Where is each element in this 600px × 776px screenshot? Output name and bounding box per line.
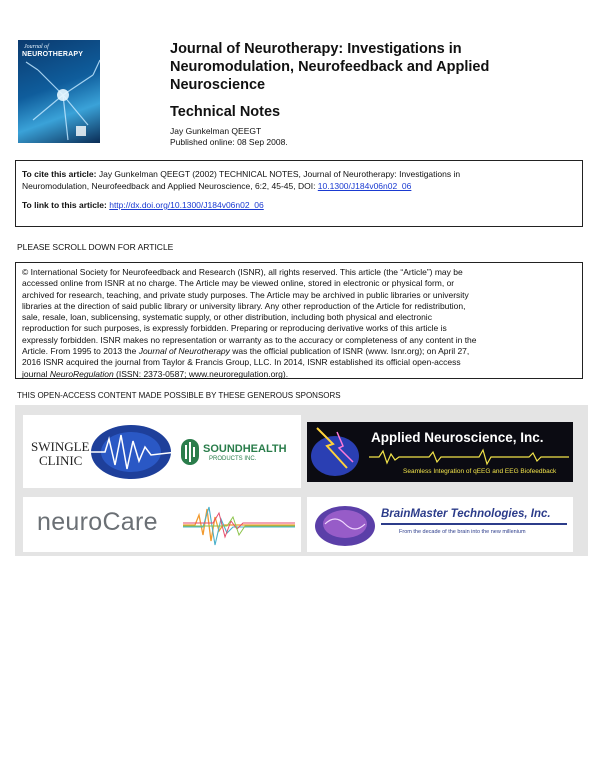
article-url-link[interactable]: http://dx.doi.org/10.1300/J184v06n02_06 <box>109 200 264 210</box>
cite-text: Neuromodulation, Neurofeedback and Applied Neuroscience, 6:2, 45-45, DOI: <box>22 180 318 191</box>
applied-title: Applied Neuroscience, Inc. <box>371 430 544 445</box>
copyright-line: accessed online from ISNR at no charge. The Article may be viewed online, stored in electronic or physical form, or <box>22 278 455 289</box>
copyright-line: sale, resale, loan, sublicensing, systematic supply, or other distribution, including both physical and electronic <box>22 312 432 323</box>
sponsors-heading: THIS OPEN-ACCESS CONTENT MADE POSSIBLE BY THESE GENEROUS SPONSORS <box>17 391 341 400</box>
journal-name-italic: Journal of Neurotherapy <box>138 346 230 357</box>
author: Jay Gunkelman QEEGT <box>170 126 262 136</box>
brain-wave-icon <box>85 421 177 483</box>
soundhealth-sub: PRODUCTS INC. <box>209 456 257 462</box>
link-label: To link to this article: <box>22 200 110 210</box>
neurocare-wave-icon <box>183 501 295 549</box>
cite-line <box>22 169 576 181</box>
citation-box <box>15 160 583 227</box>
lightning-brain-icon <box>307 422 367 482</box>
copyright-line: libraries at the direction of said public library or university library. Any other reproduction of the Article for redistribution, <box>22 300 466 311</box>
sponsor-neurocare[interactable] <box>23 497 301 552</box>
copyright-text: Article. From 1995 to 2013 the <box>22 346 139 357</box>
journal-title-line: Neuromodulation, Neurofeedback and Applied <box>170 59 490 75</box>
clinic-word: CLINIC <box>39 453 83 468</box>
copyright-text: (ISSN: 2373-0587; <box>113 368 189 379</box>
swingle-logo-text <box>31 440 90 468</box>
cover-title-text: NEUROTHERAPY <box>22 51 84 58</box>
sponsor-brainmaster[interactable] <box>307 497 573 552</box>
copyright-line: © International Society for Neurofeedback and Research (ISNR), all rights reserved. This article (the “Article”) may be <box>22 267 463 277</box>
neurocare-logo-text: neuroCare <box>37 508 158 536</box>
doi-link[interactable]: 10.1300/J184v06n02_06 <box>317 180 412 191</box>
swingle-word: SWINGLE <box>31 439 90 454</box>
copyright-text: journal <box>22 368 50 379</box>
journal-title-line: Neuroscience <box>170 77 266 93</box>
copyright-box <box>15 262 583 379</box>
copyright-line: reproduction for such purposes, is expressly forbidden. Preparing or reproducing derivative works of this article is <box>22 323 447 334</box>
journal-cover-image <box>18 40 100 143</box>
neuroregulation-italic: NeuroRegulation <box>49 368 114 379</box>
cite-line <box>22 181 576 193</box>
neuroregulation-link[interactable]: www.neuroregulation.org <box>188 368 283 379</box>
applied-subtitle: Seamless Integration of qEEG and EEG Biofeedback <box>403 468 557 475</box>
soundhealth-icon <box>181 439 199 465</box>
brainmaster-divider <box>381 523 567 525</box>
sponsor-applied-neuroscience[interactable] <box>307 422 573 482</box>
copyright-line: 2016 ISNR acquired the journal from Taylor & Francis Group, LLC. In 2014, ISNR established its official open-access <box>22 357 461 368</box>
copyright-line <box>22 346 576 357</box>
published-date: Published online: 08 Sep 2008. <box>170 137 288 147</box>
copyright-text: ). <box>282 368 289 379</box>
article-title: Technical Notes <box>170 104 281 120</box>
cover-small-text: Journal of <box>24 44 49 50</box>
brainmaster-subtitle: From the decade of the brain into the new millenium <box>399 529 526 535</box>
article-meta <box>170 126 288 148</box>
sponsors-panel <box>15 405 588 556</box>
copyright-line: archived for research, teaching, and private study purposes. The Article may be archived in public libraries or university <box>22 289 469 300</box>
copyright-line: expressly forbidden. ISNR makes no representation or warranty as to the accuracy or completeness of any content in the <box>22 334 477 345</box>
soundhealth-name: SOUNDHEALTH <box>203 443 287 455</box>
copyright-text: was the official publication of ISNR (www. Isnr.org); on April 27, <box>229 346 470 357</box>
journal-title-line: Journal of Neurotherapy: Investigations in <box>170 41 462 57</box>
journal-title <box>170 40 530 94</box>
eeg-wave-icon <box>369 448 569 466</box>
link-line <box>22 200 576 212</box>
cite-label: To cite this article: <box>22 169 97 179</box>
scroll-notice: PLEASE SCROLL DOWN FOR ARTICLE <box>17 242 174 252</box>
cite-text: Jay Gunkelman QEEGT (2002) TECHNICAL NOTES, Journal of Neurotherapy: Investigations in <box>96 169 461 179</box>
sponsor-swingle-soundhealth[interactable] <box>23 415 301 488</box>
brainmaster-title: BrainMaster Technologies, Inc. <box>381 508 551 520</box>
brainmaster-brain-icon <box>311 502 379 548</box>
copyright-line <box>22 369 576 380</box>
